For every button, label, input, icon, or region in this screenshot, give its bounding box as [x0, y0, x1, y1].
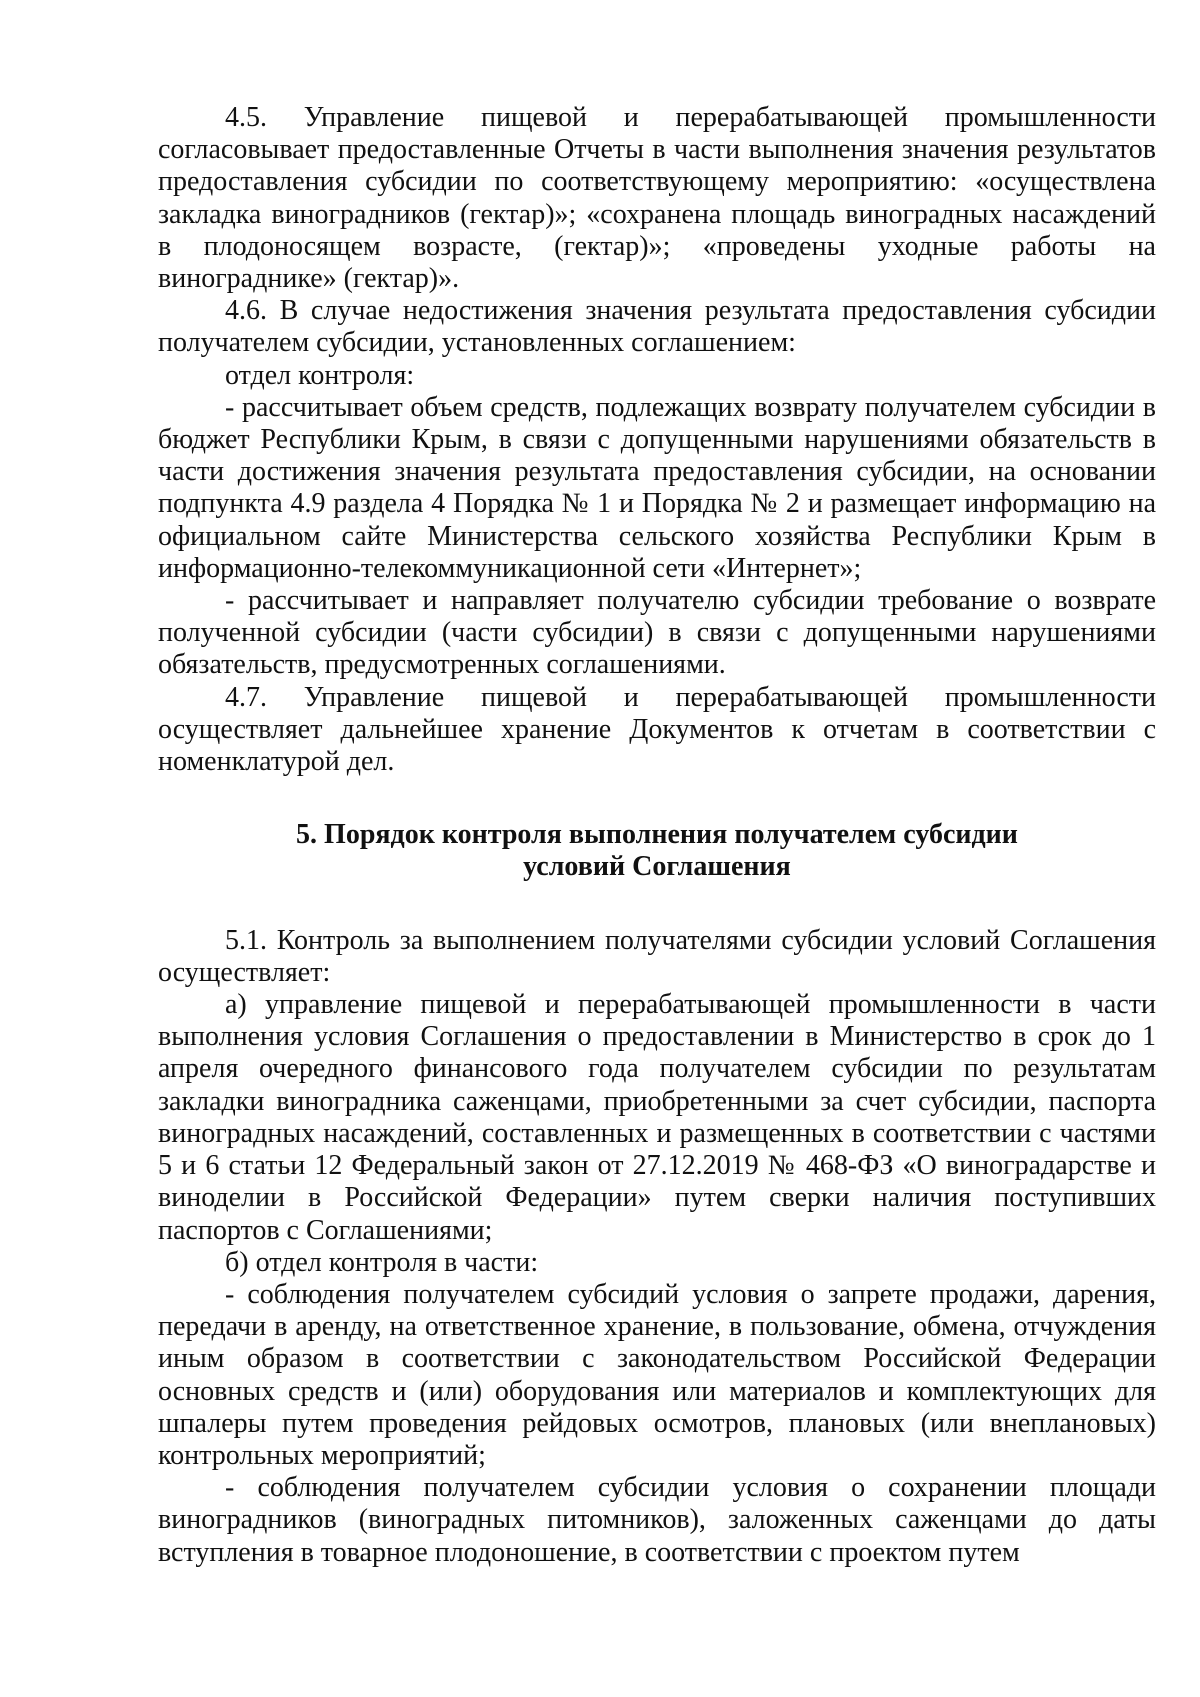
paragraph-area-preservation-compliance: - соблюдения получателем субсидии условия о сохранении площади виноградников (виноградных питомников), заложенных саженцами до даты вступления в товарное плодоношение, в соответствии с проектом путем — [158, 1472, 1156, 1568]
section-5-body — [158, 925, 1156, 1569]
paragraph-5-1-a: а) управление пищевой и перерабатывающей промышленности в части выполнения условия Соглашения о предоставлении в Министерство в срок до 1 апреля очередного финансового года получателем субсидии по результатам закладки виноградника саженцами, приобретенными за счет субсидии, паспорта виноградных насаждений, составленных и размещенных в соответствии с частями 5 и 6 статьи 12 Федеральный закон от 27.12.2019 № 468-ФЗ «О виноградарстве и виноделии в Российской Федерации» путем сверки наличия поступивших паспортов с Соглашениями; — [158, 989, 1156, 1246]
section-heading-line-1: 5. Порядок контроля выполнения получателем субсидии — [296, 819, 1018, 851]
paragraph-5-1-b: б) отдел контроля в части: — [225, 1246, 539, 1278]
document-body — [158, 102, 1156, 1569]
paragraph-sale-ban-compliance: - соблюдения получателем субсидий условия о запрете продажи, дарения, передачи в аренду, на ответственное хранение, в пользование, обмена, отчуждения иным образом в соответствии с законодательством Российской Федерации основных средств и (или) оборудования или материалов и комплектующих для шпалеры путем проведения рейдовых осмотров, плановых (или внеплановых) контрольных мероприятий; — [158, 1278, 1156, 1471]
section-heading — [158, 819, 1156, 883]
paragraph-control-department: отдел контроля: — [225, 359, 415, 391]
section-heading-line-2: условий Соглашения — [523, 851, 791, 883]
paragraph-calculates-refund: - рассчитывает объем средств, подлежащих возврату получателем субсидии в бюджет Республики Крым, в связи с допущенными нарушениями обязательств в части достижения значения результата предоставления субсидии, на основании подпункта 4.9 раздела 4 Порядка № 1 и Порядка № 2 и размещает информацию на официальном сайте Министерства сельского хозяйства Республики Крым в информационно-телекоммуникационной сети «Интернет»; — [158, 391, 1156, 584]
paragraph-4-7: 4.7. Управление пищевой и перерабатывающей промышленности осуществляет дальнейшее хранение Документов к отчетам в соответствии с номенклатурой дел. — [158, 681, 1156, 778]
paragraph-5-1: 5.1. Контроль за выполнением получателями субсидии условий Соглашения осуществляет: — [158, 924, 1156, 988]
paragraph-4-6: 4.6. В случае недостижения значения результата предоставления субсидии получателем субсидии, установленных соглашением: — [158, 295, 1156, 359]
paragraph-sends-refund-requirement: - рассчитывает и направляет получателю субсидии требование о возврате полученной субсидии (части субсидии) в связи с допущенными нарушениями обязательств, предусмотренных соглашениями. — [158, 585, 1156, 681]
paragraph-4-5: 4.5. Управление пищевой и перерабатывающей промышленности согласовывает предоставленные Отчеты в части выполнения значения результатов предоставления субсидии по соответствующему мероприятию: «осуществлена закладка виноградников (гектар)»; «сохранена площадь виноградных насаждений в плодоносящем возрасте, (гектар)»; «проведены уходные работы на винограднике» (гектар)». — [158, 102, 1156, 295]
